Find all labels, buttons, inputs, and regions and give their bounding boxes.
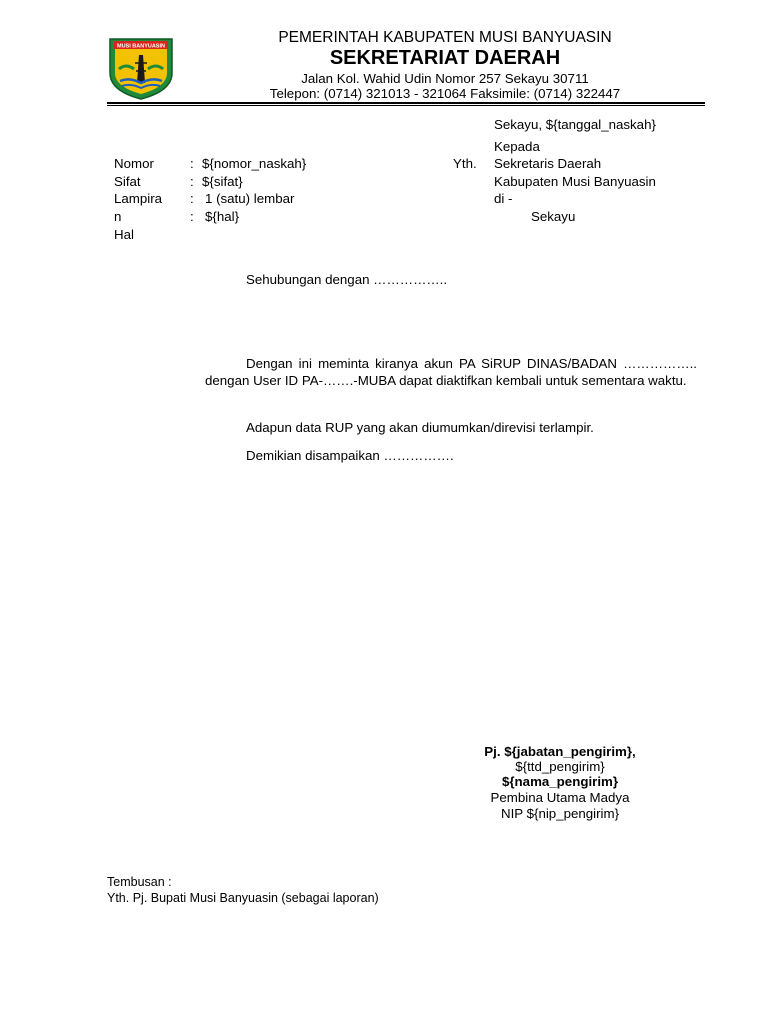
recipient-line-1: Sekretaris Daerah xyxy=(494,156,602,171)
letterhead-rule-thin xyxy=(107,105,705,106)
signer-rank: Pembina Utama Madya xyxy=(490,790,630,805)
recipient-kepada: Kepada xyxy=(494,139,540,154)
hal-separator: : xyxy=(190,209,194,224)
sifat-label: Sifat xyxy=(114,174,141,189)
office-contact: Telepon: (0714) 321013 - 321064 Faksimile: (0714) 322447 xyxy=(269,86,621,101)
opening-line: Sehubungan dengan …………….. xyxy=(246,272,448,287)
sifat-value: ${sifat} xyxy=(202,174,243,189)
sifat-separator: : xyxy=(190,174,194,189)
lampiran-label-part-1: Lampira xyxy=(114,191,163,206)
recipient-yth: Yth. xyxy=(453,156,477,171)
tembusan-item: Yth. Pj. Bupati Musi Banyuasin (sebagai laporan) xyxy=(107,891,379,905)
lampiran-separator: : xyxy=(190,191,194,206)
letterhead-rule-thick xyxy=(107,102,705,104)
nomor-separator: : xyxy=(190,156,194,171)
nomor-value: ${nomor_naskah} xyxy=(202,156,307,171)
signer-name: ${nama_pengirim} xyxy=(501,774,619,789)
body-paragraph-1: Dengan ini meminta kiranya akun PA SiRUP DINAS/BADAN …………….. dengan User ID PA-…….-MUBA dapat diaktifkan kembali untuk sementara waktu. xyxy=(205,356,697,388)
office-name: SEKRETARIAT DAERAH xyxy=(329,47,561,69)
recipient-line-4: Sekayu xyxy=(531,209,576,224)
body-paragraph-2: Adapun data RUP yang akan diumumkan/direvisi terlampir. xyxy=(246,420,594,435)
government-name: PEMERINTAH KABUPATEN MUSI BANYUASIN xyxy=(278,29,612,46)
closing-line: Demikian disampaikan ……………. xyxy=(246,448,454,463)
lampiran-label-part-2: n xyxy=(114,209,122,224)
nomor-label: Nomor xyxy=(114,156,154,171)
hal-label: Hal xyxy=(114,227,134,242)
tembusan-label: Tembusan : xyxy=(107,875,172,889)
signer-position: Pj. ${jabatan_pengirim}, xyxy=(484,744,636,759)
logo-text: MUSI BANYUASIN xyxy=(117,43,165,50)
office-address: Jalan Kol. Wahid Udin Nomor 257 Sekayu 30711 xyxy=(301,71,589,86)
recipient-line-2: Kabupaten Musi Banyuasin xyxy=(494,174,656,189)
hal-value: ${hal} xyxy=(205,209,240,224)
recipient-line-3: di - xyxy=(494,191,513,206)
regency-logo xyxy=(106,33,176,101)
signer-signature-placeholder: ${ttd_pengirim} xyxy=(515,759,605,774)
lampiran-value: 1 (satu) lembar xyxy=(205,191,295,206)
place-date: Sekayu, ${tanggal_naskah} xyxy=(494,117,656,132)
signer-nip: NIP ${nip_pengirim} xyxy=(500,806,620,821)
